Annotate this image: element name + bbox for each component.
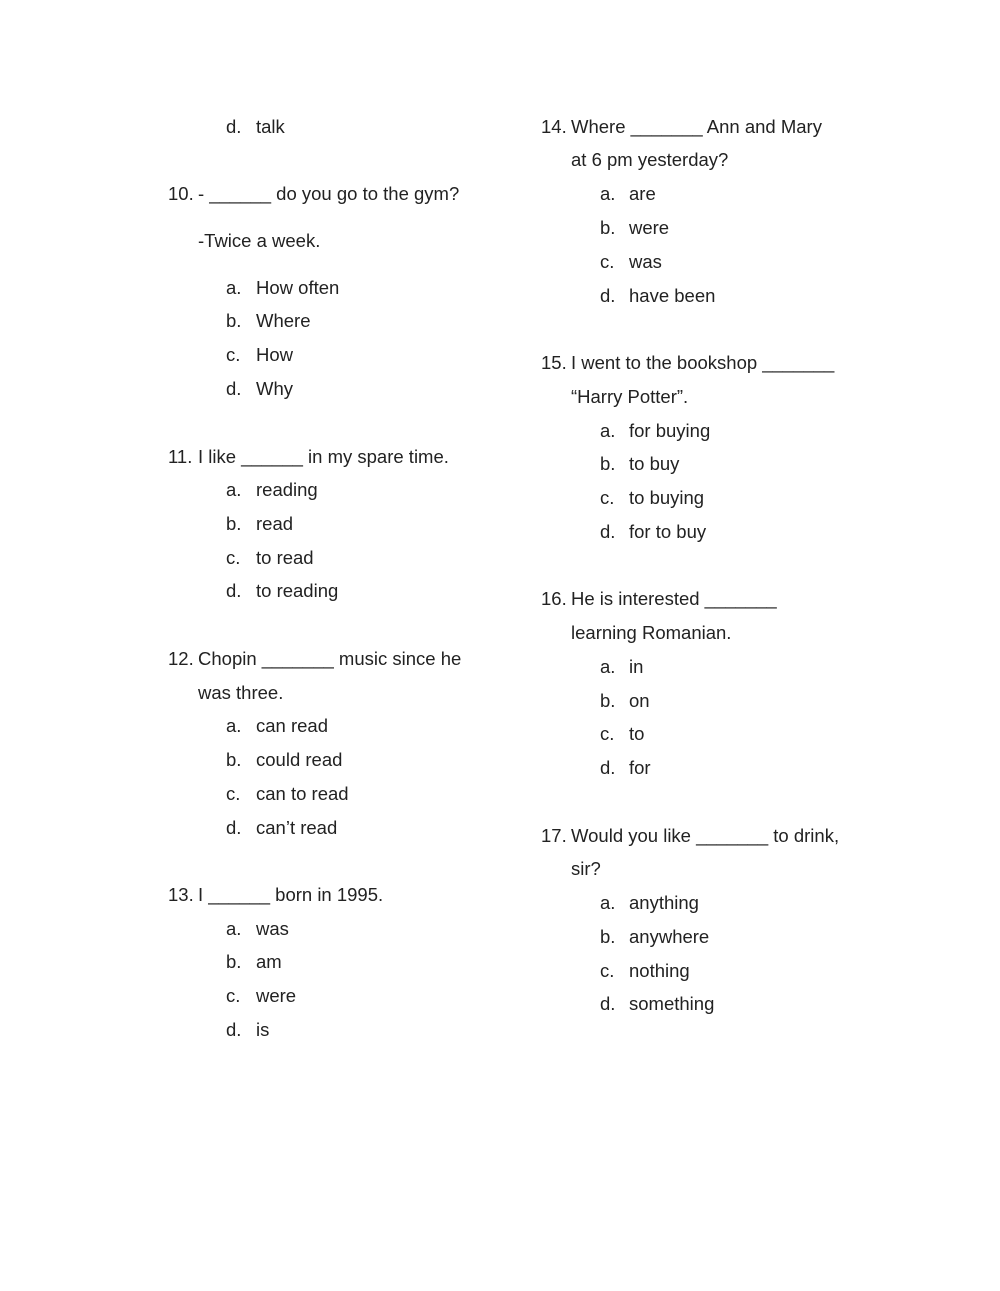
- option-letter: b.: [226, 749, 242, 770]
- option-text: to read: [256, 547, 314, 568]
- question-number: 17.: [541, 825, 567, 846]
- option-text: to buying: [629, 487, 705, 508]
- option-letter: a.: [226, 277, 242, 298]
- question-text-line2: was three.: [198, 682, 284, 703]
- option-letter: c.: [600, 960, 615, 981]
- option-text: read: [256, 513, 294, 534]
- option-letter: d.: [600, 285, 616, 306]
- option-text: were: [256, 985, 297, 1006]
- option-letter: a.: [226, 918, 242, 939]
- question-number: 16.: [541, 588, 567, 609]
- option-letter: c.: [226, 547, 241, 568]
- option-text: for: [629, 757, 651, 778]
- question-text: Would you like _______ to drink,: [571, 825, 840, 846]
- option-text: can to read: [256, 783, 349, 804]
- option-text: How often: [256, 277, 340, 298]
- question-number: 10.: [168, 183, 194, 204]
- option-text: for buying: [629, 420, 711, 441]
- option-text: Where: [256, 310, 311, 331]
- question-text: I ______ born in 1995.: [198, 884, 384, 905]
- option-text: am: [256, 951, 282, 972]
- option-letter: b.: [226, 513, 242, 534]
- option-text: anywhere: [629, 926, 710, 947]
- question-number: 11.: [168, 446, 193, 467]
- option-text: can read: [256, 715, 328, 736]
- option-letter: d.: [600, 521, 616, 542]
- option-letter: d.: [226, 378, 242, 399]
- option-letter: c.: [226, 783, 241, 804]
- question-text-line2: “Harry Potter”.: [571, 386, 689, 407]
- option-letter: b.: [600, 217, 616, 238]
- option-letter: a.: [226, 479, 242, 500]
- option-letter: d.: [226, 817, 242, 838]
- option-text: have been: [629, 285, 716, 306]
- option-text: to reading: [256, 580, 339, 601]
- option-letter: d.: [226, 116, 242, 137]
- option-text: talk: [256, 116, 285, 137]
- option-text: were: [629, 217, 670, 238]
- question-text-line2: learning Romanian.: [571, 622, 732, 643]
- option-letter: c.: [226, 985, 241, 1006]
- option-letter: b.: [600, 690, 616, 711]
- option-text: something: [629, 993, 715, 1014]
- option-text: How: [256, 344, 294, 365]
- option-text: could read: [256, 749, 343, 770]
- question-text: I like ______ in my spare time.: [198, 446, 449, 467]
- question-text-line2: -Twice a week.: [198, 230, 321, 251]
- option-text: was: [629, 251, 662, 272]
- option-letter: a.: [600, 420, 616, 441]
- question-number: 13.: [168, 884, 194, 905]
- option-letter: d.: [226, 580, 242, 601]
- option-text: nothing: [629, 960, 690, 981]
- option-letter: a.: [600, 183, 616, 204]
- option-text: to: [629, 723, 645, 744]
- option-text: anything: [629, 892, 699, 913]
- question-number: 15.: [541, 352, 567, 373]
- option-letter: d.: [600, 757, 616, 778]
- question-number: 12.: [168, 648, 194, 669]
- question-text: Chopin _______ music since he: [198, 648, 462, 669]
- option-letter: c.: [226, 344, 241, 365]
- question-text: - ______ do you go to the gym?: [198, 183, 460, 204]
- option-text: was: [256, 918, 289, 939]
- option-letter: a.: [600, 892, 616, 913]
- option-text: Why: [256, 378, 293, 399]
- question-number: 14.: [541, 116, 567, 137]
- question-text: He is interested _______: [571, 588, 777, 609]
- question-text: I went to the bookshop _______: [571, 352, 835, 373]
- option-letter: d.: [600, 993, 616, 1014]
- option-text: are: [629, 183, 656, 204]
- option-letter: a.: [226, 715, 242, 736]
- option-text: on: [629, 690, 650, 711]
- option-letter: b.: [226, 310, 242, 331]
- option-letter: a.: [600, 656, 616, 677]
- option-text: to buy: [629, 453, 680, 474]
- option-letter: d.: [226, 1019, 242, 1040]
- option-letter: b.: [600, 453, 616, 474]
- option-letter: c.: [600, 487, 615, 508]
- question-text-line2: at 6 pm yesterday?: [571, 149, 729, 170]
- option-text: can’t read: [256, 817, 338, 838]
- option-text: for to buy: [629, 521, 707, 542]
- option-letter: b.: [226, 951, 242, 972]
- option-text: in: [629, 656, 644, 677]
- option-letter: b.: [600, 926, 616, 947]
- option-letter: c.: [600, 723, 615, 744]
- question-text-line2: sir?: [571, 858, 601, 879]
- option-text: is: [256, 1019, 270, 1040]
- option-letter: c.: [600, 251, 615, 272]
- question-text: Where _______ Ann and Mary: [571, 116, 822, 137]
- option-text: reading: [256, 479, 318, 500]
